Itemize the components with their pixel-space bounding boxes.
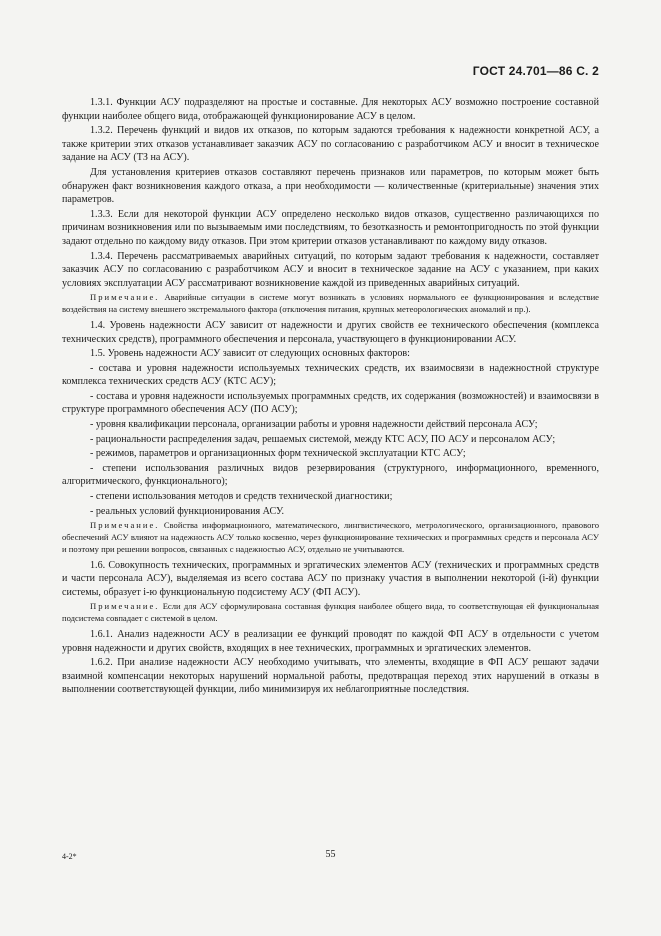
- note-text: Аварийные ситуации в системе могут возникать в условиях нормального ее функционирования и вследствие воздействия на систему внешнего экстремального фактора (отключения питания, крупных метеорологических аномалий и пр.).: [62, 292, 599, 315]
- paragraph: 1.5. Уровень надежности АСУ зависит от следующих основных факторов:: [90, 348, 410, 360]
- page-number: 55: [325, 849, 336, 860]
- list-item: - рациональности распределения задач, решаемых системой, между КТС АСУ, ПО АСУ и персоналом АСУ;: [90, 433, 556, 445]
- note-lead: Примечание.: [90, 520, 160, 531]
- list-item: - реальных условий функционирования АСУ.: [90, 505, 285, 517]
- paragraph: 1.6.2. При анализе надежности АСУ необходимо учитывать, что элементы, входящие в ФП АСУ решают задачи взаимной компенсации некоторых нарушений нормальной работы, предотвращая переход этих нарушений в отказы в выполнении соответствующей функции, либо минимизируя их неблагоприятные последствия.: [62, 657, 599, 696]
- note-lead: Примечание.: [90, 292, 160, 303]
- paragraph: 1.6. Совокупность технических, программных и эргатических элементов АСУ (технических и программных средств и части персонала АСУ), выделяемая из всего состава АСУ по признаку участия в выполнении некоторой (i-й) функции системы, образует i-ю функциональную подсистему АСУ (ФП АСУ).: [62, 559, 599, 598]
- note: [62, 520, 599, 555]
- list-item: - режимов, параметров и организационных форм технической эксплуатации КТС АСУ;: [90, 448, 466, 460]
- paragraph: 1.3.2. Перечень функций и видов их отказов, по которым задаются требования к надежности конкретной АСУ, а также критерии этих отказов устанавливает заказчик АСУ по согласованию с разработчиком АСУ и вносит в техническое задание на АСУ (ТЗ на АСУ).: [62, 125, 599, 164]
- note-text: Если для АСУ сформулирована составная функция наиболее общего вида, то соответствующая ей функциональная подсистема совпадает с системой в целом.: [62, 601, 599, 624]
- paragraph: 1.4. Уровень надежности АСУ зависит от надежности и других свойств ее технического обеспечения (комплекса технических средств), программного обеспечения и персонала, участвующего в функционировании АСУ.: [62, 319, 599, 345]
- paragraph: Для установления критериев отказов составляют перечень признаков или параметров, по которым может быть обнаружен факт возникновения каждого отказа, а при необходимости — количественные (критериальные) значения этих параметров.: [62, 166, 599, 206]
- paragraph: 1.3.4. Перечень рассматриваемых аварийных ситуаций, по которым задают требования к надежности, составляет заказчик АСУ по согласованию с разработчиком АСУ и вносит в техническое задание на АСУ с указанием, при каких условиях эксплуатации АСУ рассматривают возникновение каждой из приведенных аварийных ситуаций.: [62, 250, 599, 289]
- list-item: - состава и уровня надежности используемых программных средств, их содержания (возможностей) и взаимосвязи в структуре программного обеспечения АСУ (ПО АСУ);: [62, 390, 599, 416]
- page-header: ГОСТ 24.701—86 С. 2: [472, 64, 599, 78]
- list-item: - состава и уровня надежности используемых технических средств, их взаимосвязи в надежностной структуре комплекса технических средств АСУ (КТС АСУ);: [62, 362, 599, 388]
- note: [62, 601, 599, 625]
- note-lead: Примечание.: [90, 601, 160, 612]
- paragraph: 1.3.3. Если для некоторой функции АСУ определено несколько видов отказов, существенно различающихся по причинам возникновения или по вызываемым ими последствиям, то безотказность и ремонтопригодность по этой функции задают отдельно по каждому виду отказов. При этом критерии отказов устанавливают по каждому виду отказов.: [62, 208, 599, 247]
- footer-mark: 4-2*: [62, 852, 77, 861]
- paragraph: 1.6.1. Анализ надежности АСУ в реализации ее функций проводят по каждой ФП АСУ в отдельности с учетом уровня надежности и других свойств, входящих в нее технических, программных и эргатических элементов.: [62, 628, 599, 654]
- note-text: Свойства информационного, математического, лингвистического, метрологического, организационного, правового обеспечений АСУ влияют на надежность АСУ только косвенно, через функционирование технических и программных средств и персонала АСУ и поэтому при решении вопросов, связанных с надежностью АСУ, отдельно не учитываются.: [62, 520, 599, 554]
- paragraph: 1.3.1. Функции АСУ подразделяют на простые и составные. Для некоторых АСУ возможно построение составной функции наиболее общего вида, отображающей функционирование АСУ в целом.: [62, 97, 599, 122]
- note: [62, 292, 599, 316]
- list-item: - уровня квалификации персонала, организации работы и уровня надежности действий персонала АСУ;: [90, 419, 538, 431]
- list-item: - степени использования методов и средств технической диагностики;: [90, 491, 393, 503]
- list-item: - степени использования различных видов резервирования (структурного, информационного, временного, алгоритмического, функционального);: [62, 462, 599, 488]
- document-body: [62, 96, 599, 698]
